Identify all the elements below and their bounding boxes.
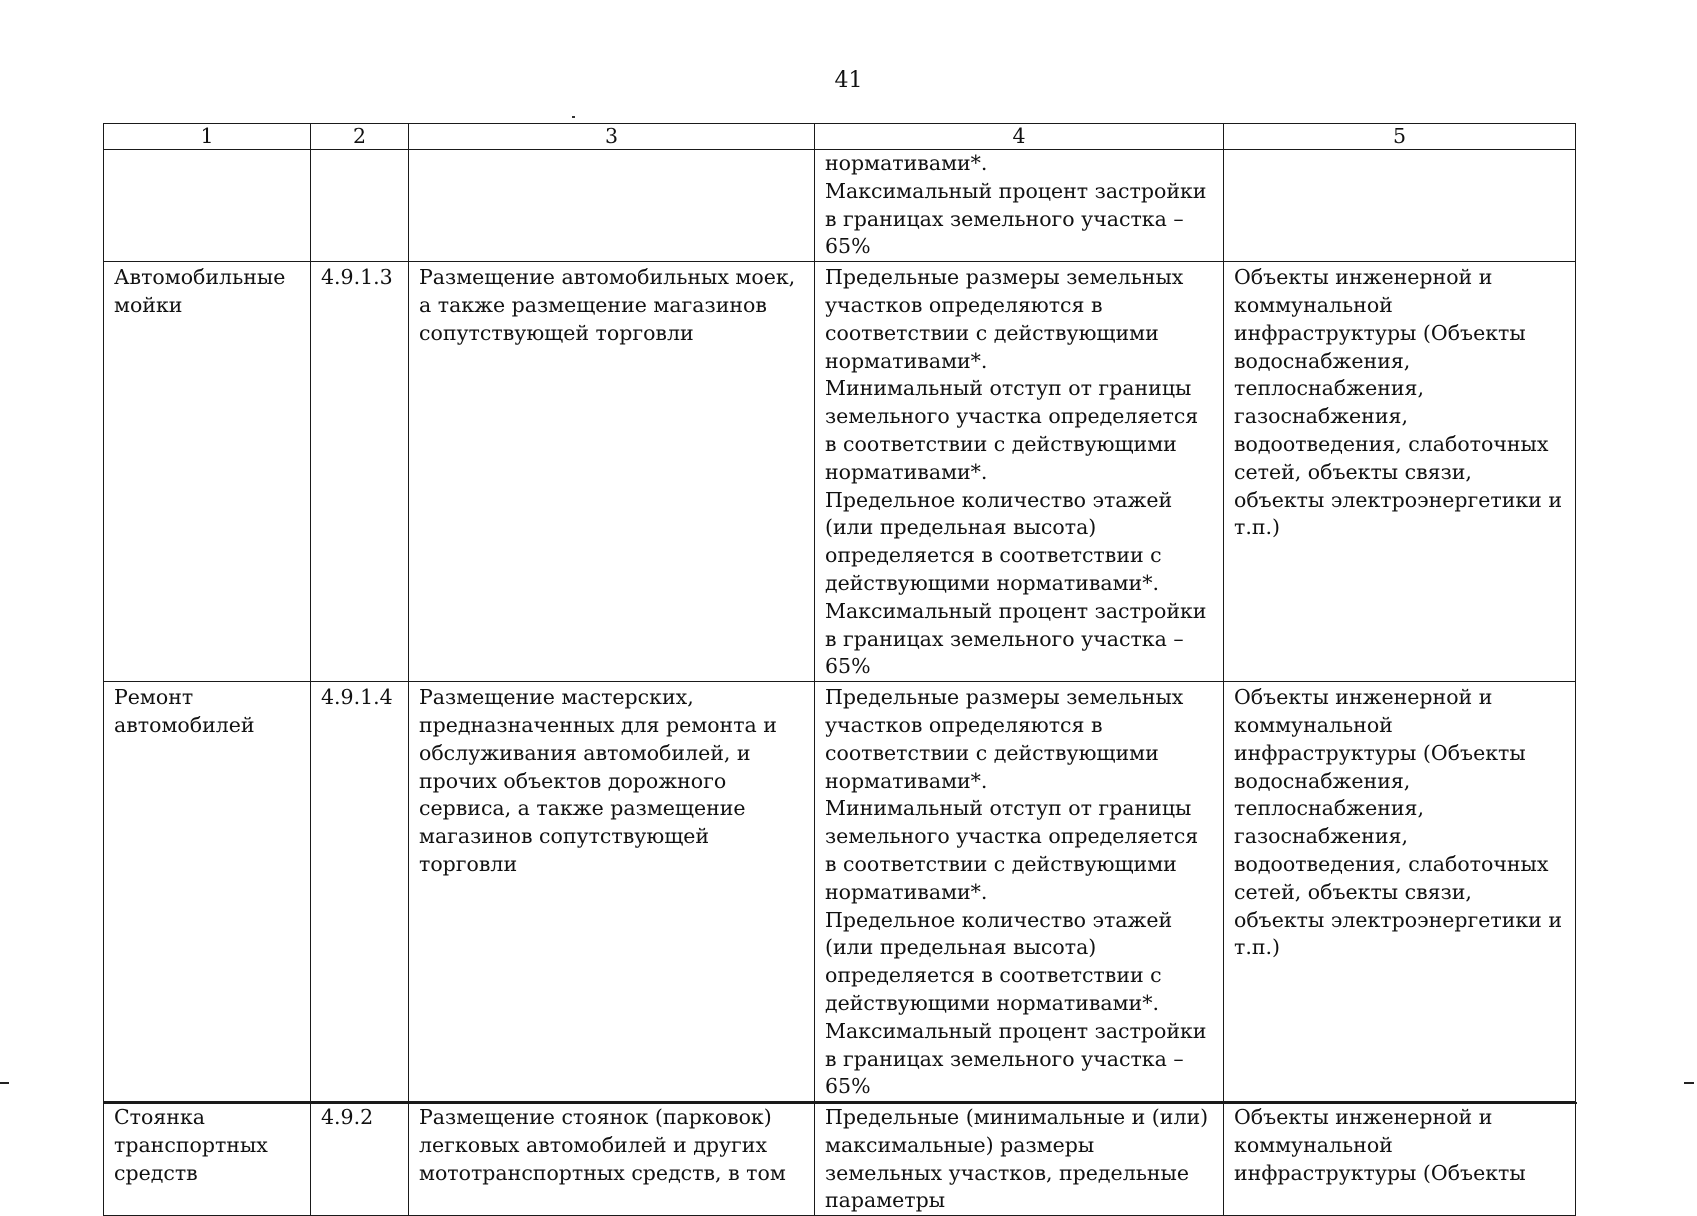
cell-description: Размещение мастерских, предназначенных для ремонта и обслуживания автомобилей, и прочих объектов дорожного сервиса, а также размещение магазинов сопутствующей торговли: [409, 682, 815, 1102]
scan-edge-mark-right: [1684, 1082, 1694, 1084]
cell-parameters: Предельные (минимальные и (или) максимальные) размеры земельных участков, предельные параметры: [815, 1102, 1224, 1216]
cell-code: 4.9.1.4: [311, 682, 409, 1102]
cell-parameters: Предельные размеры земельных участков определяются в соответствии с действующими нормативами*. Минимальный отступ от границы земельного участка определяется в соответствии с действующими нормативами*. Предельное количество этажей (или предельная высота) определяется в соответствии с действующими нормативами*. Максимальный процент застройки в границах земельного участка – 65%: [815, 262, 1224, 682]
table-bottom-border: [103, 1102, 1577, 1104]
column-header-4: 4: [815, 124, 1224, 150]
column-header-5: 5: [1224, 124, 1576, 150]
column-header-3: 3: [409, 124, 815, 150]
cell-name: Ремонт автомобилей: [104, 682, 311, 1102]
cell-name: Автомобильные мойки: [104, 262, 311, 682]
table-row-car-repair: [104, 682, 1576, 1102]
table-row-vehicle-parking: [104, 1102, 1576, 1216]
cell-code: [311, 150, 409, 262]
cell-parameters: Предельные размеры земельных участков определяются в соответствии с действующими нормативами*. Минимальный отступ от границы земельного участка определяется в соответствии с действующими нормативами*. Предельное количество этажей (или предельная высота) определяется в соответствии с действующими нормативами*. Максимальный процент застройки в границах земельного участка – 65%: [815, 682, 1224, 1102]
scan-edge-mark-left: [0, 1082, 9, 1084]
column-header-1: 1: [104, 124, 311, 150]
cell-objects: Объекты инженерной и коммунальной инфраструктуры (Объекты водоснабжения, теплоснабжения, газоснабжения, водоотведения, слаботочных сетей, объекты связи, объекты электроэнергетики и т.п.): [1224, 682, 1576, 1102]
cell-objects: Объекты инженерной и коммунальной инфраструктуры (Объекты: [1224, 1102, 1576, 1216]
cell-objects: [1224, 150, 1576, 262]
cell-code: 4.9.1.3: [311, 262, 409, 682]
scan-speck: [572, 116, 575, 118]
table-row-car-wash: [104, 262, 1576, 682]
page-number: 41: [834, 68, 863, 93]
regulations-table: [103, 123, 1576, 1216]
cell-name: [104, 150, 311, 262]
cell-description: Размещение стоянок (парковок) легковых автомобилей и других мототранспортных средств, в том: [409, 1102, 815, 1216]
cell-objects: Объекты инженерной и коммунальной инфраструктуры (Объекты водоснабжения, теплоснабжения, газоснабжения, водоотведения, слаботочных сетей, объекты связи, объекты электроэнергетики и т.п.): [1224, 262, 1576, 682]
cell-code: 4.9.2: [311, 1102, 409, 1216]
cell-name: Стоянка транспортных средств: [104, 1102, 311, 1216]
table-header-row: [104, 124, 1576, 150]
column-header-2: 2: [311, 124, 409, 150]
table-row-continuation: [104, 150, 1576, 262]
cell-parameters: нормативами*. Максимальный процент застройки в границах земельного участка – 65%: [815, 150, 1224, 262]
cell-description: Размещение автомобильных моек, а также размещение магазинов сопутствующей торговли: [409, 262, 815, 682]
cell-description: [409, 150, 815, 262]
table-clip: [103, 123, 1579, 1213]
